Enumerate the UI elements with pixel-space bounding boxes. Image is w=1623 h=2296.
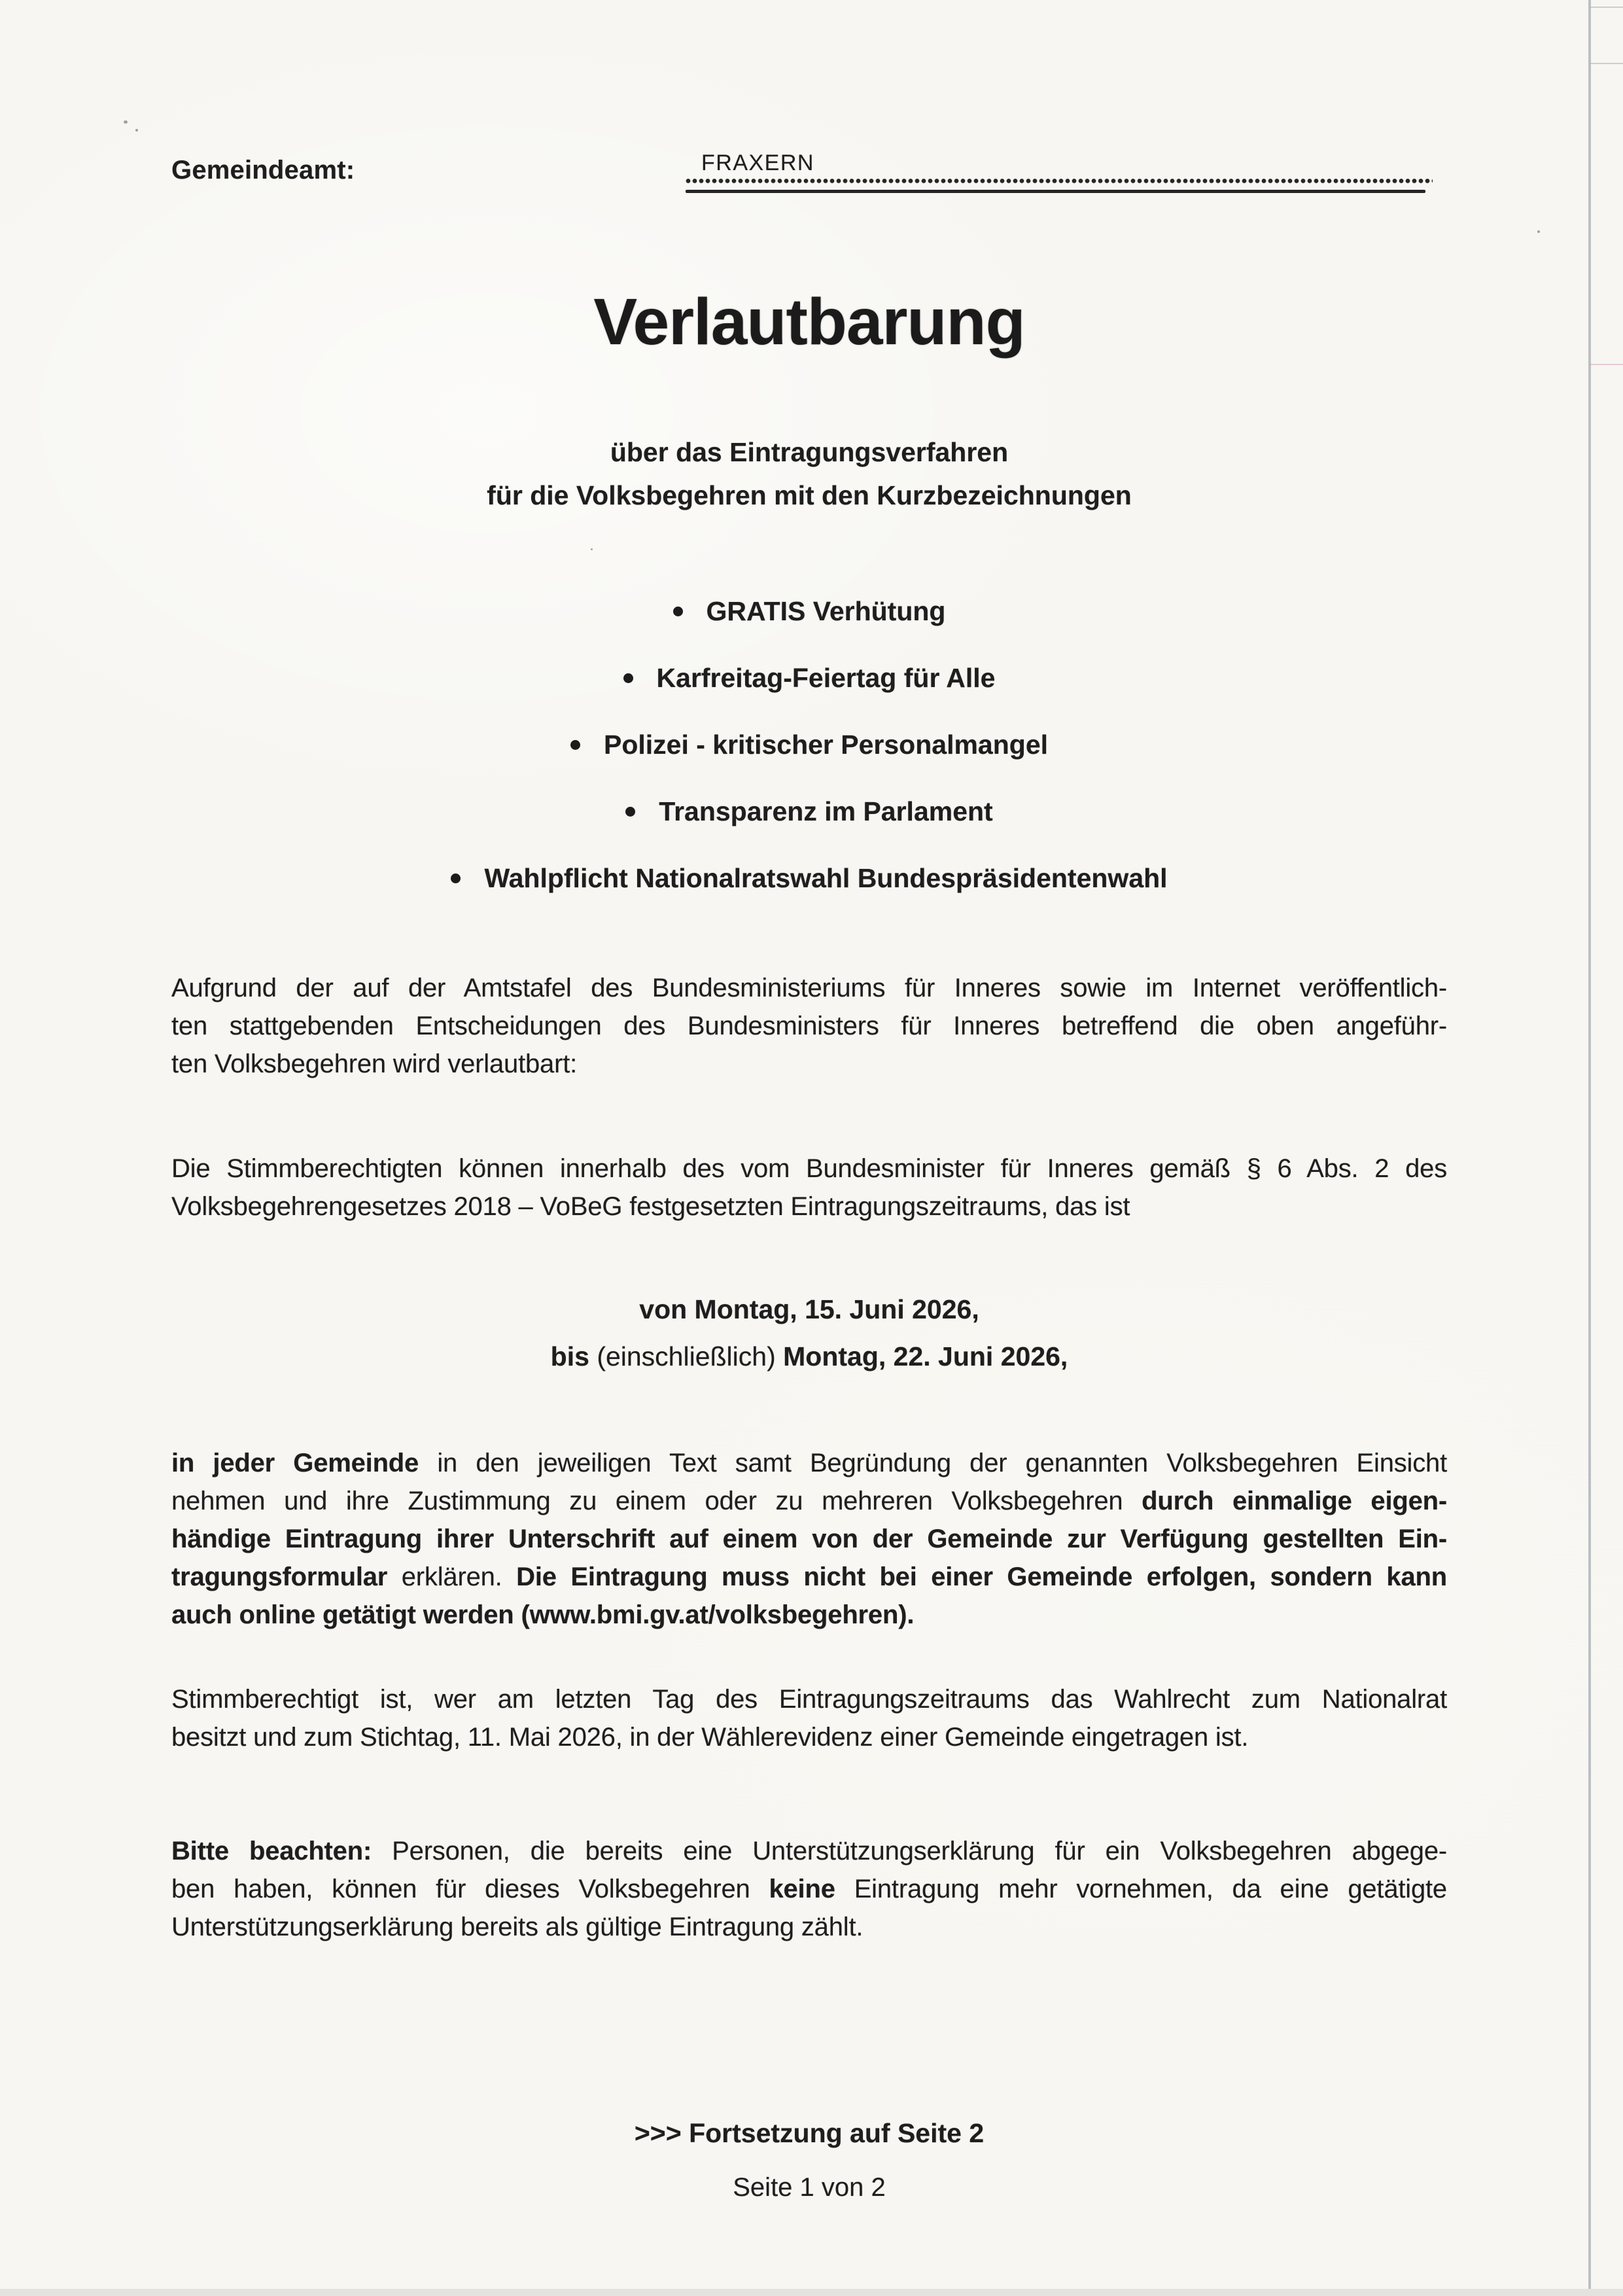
- text-segment: ten stattgebenden Entscheidungen des Bundesministers für Inneres betreffend die oben angeführ-: [171, 1012, 1447, 1040]
- scan-speck: [124, 120, 128, 124]
- page-number: Seite 1 von 2: [733, 2173, 886, 2202]
- text-segment: Stimmberechtigt ist, wer am letzten Tag des Eintragungszeitraums das Wahlrecht zum Nationalrat: [171, 1685, 1447, 1714]
- document-title: Verlautbarung: [593, 285, 1025, 359]
- text-segment: in den jeweiligen Text samt Begründung der genannten Volksbegehren Einsicht: [419, 1449, 1447, 1477]
- text-line: [171, 1007, 1447, 1045]
- text-segment: ben haben, können für dieses Volksbegehren: [171, 1875, 769, 1903]
- scan-speck: [135, 129, 138, 132]
- bold-text-segment: Die Eintragung muss nicht bei einer Gemeinde erfolgen, sondern kann: [516, 1563, 1447, 1591]
- bullet-item: [171, 578, 1447, 645]
- continuation-note: >>> Fortsetzung auf Seite 2: [634, 2118, 985, 2148]
- text-line: [171, 1680, 1447, 1718]
- bullet-label: Polizei - kritischer Personalmangel: [603, 729, 1049, 760]
- text-segment: Eintragung mehr vornehmen, da eine getätigte: [835, 1875, 1447, 1903]
- text-line: [171, 1333, 1447, 1380]
- registration-period-dates: [171, 1286, 1447, 1380]
- bullet-label: Wahlpflicht Nationalratswahl Bundespräsidentenwahl: [484, 862, 1168, 893]
- scan-bottom-edge: [0, 2289, 1623, 2296]
- bold-text-segment: Montag, 22. Juni 2026,: [775, 1341, 1068, 1371]
- scan-hairline: [1590, 63, 1623, 64]
- bullet-dot-icon: [570, 740, 580, 750]
- text-segment: Die Stimmberechtigten können innerhalb des vom Bundesminister für Inneres gemäß § 6 Abs. 2 des: [171, 1154, 1447, 1183]
- text-line: [171, 431, 1447, 474]
- bold-text-segment: händige Eintragung ihrer Unterschrift auf einem von der Gemeinde zur Verfügung gestellten Ein-: [171, 1525, 1447, 1553]
- text-line: [171, 1558, 1447, 1596]
- text-line: [171, 1286, 1447, 1333]
- text-line: [171, 1870, 1447, 1908]
- text-segment: erklären.: [387, 1563, 517, 1591]
- bullet-label: Transparenz im Parlament: [659, 796, 993, 826]
- text-line: [171, 474, 1447, 517]
- text-line: [171, 969, 1447, 1007]
- bullet-label: Karfreitag-Feiertag für Alle: [656, 662, 996, 693]
- volksbegehren-bullet-list: [171, 578, 1447, 911]
- text-segment: (einschließlich): [597, 1341, 776, 1371]
- text-line: [171, 1520, 1447, 1558]
- paragraph-eintragung: [171, 1444, 1447, 1634]
- bold-text-segment: Bitte beachten:: [171, 1837, 372, 1865]
- bold-text-segment: auch online getätigt werden (www.bmi.gv.at/volksbegehren).: [171, 1600, 915, 1629]
- office-name-fill-in: [686, 150, 1433, 193]
- text-line: [171, 1832, 1447, 1870]
- text-line: [171, 1150, 1447, 1188]
- subtitle: [171, 431, 1447, 517]
- text-segment: Aufgrund der auf der Amtstafel des Bundesministeriums für Inneres sowie im Internet veröffentlich-: [171, 974, 1447, 1002]
- text-line: [171, 1444, 1447, 1482]
- bold-text-segment: durch einmalige eigen-: [1142, 1487, 1447, 1515]
- text-segment: nehmen und ihre Zustimmung zu einem oder zu mehreren Volksbegehren: [171, 1487, 1142, 1515]
- scan-hairline: [1590, 7, 1623, 8]
- text-segment: Personen, die bereits eine Unterstützungserklärung für ein Volksbegehren abgege-: [372, 1837, 1447, 1865]
- bold-text-segment: in jeder Gemeinde: [171, 1449, 419, 1477]
- page-edge-line: [1588, 0, 1591, 2296]
- text-line: [171, 1718, 1447, 1756]
- bullet-dot-icon: [451, 874, 461, 883]
- text-segment: ten Volksbegehren wird verlautbart:: [171, 1050, 578, 1078]
- office-name: FRAXERN: [701, 150, 814, 175]
- bold-text-segment: keine: [769, 1875, 835, 1903]
- scan-speck: [591, 548, 593, 550]
- text-segment: besitzt und zum Stichtag, 11. Mai 2026, in der Wählerevidenz einer Gemeinde eingetragen ist.: [171, 1723, 1249, 1752]
- bullet-dot-icon: [625, 807, 635, 817]
- text-segment: über das Eintragungsverfahren: [610, 437, 1009, 467]
- bullet-item: [171, 711, 1447, 778]
- paragraph-hinweis: [171, 1832, 1447, 1946]
- text-segment: für die Volksbegehren mit den Kurzbezeichnungen: [487, 480, 1132, 510]
- text-line: [171, 1908, 1447, 1946]
- underline-rule: [686, 190, 1425, 193]
- paragraph-wahlrecht: [171, 1680, 1447, 1756]
- bold-text-segment: tragungsformular: [171, 1563, 388, 1591]
- text-segment: Volksbegehrengesetzes 2018 – VoBeG festgesetzten Eintragungszeitraums, das ist: [171, 1192, 1130, 1221]
- text-line: [171, 1482, 1447, 1520]
- paragraph-aufgrund: [171, 969, 1447, 1083]
- bullet-dot-icon: [673, 607, 683, 616]
- text-segment: Unterstützungserklärung bereits als gültige Eintragung zählt.: [171, 1913, 864, 1941]
- text-line: [171, 1188, 1447, 1226]
- text-line: [171, 1045, 1447, 1083]
- bold-text-segment: bis: [550, 1341, 597, 1371]
- dotted-fill-line: [686, 178, 1433, 184]
- bullet-item: [171, 645, 1447, 711]
- scan-speck: [1537, 230, 1540, 233]
- municipality-label: Gemeindeamt:: [171, 156, 355, 185]
- bullet-dot-icon: [623, 673, 633, 683]
- bullet-item: [171, 845, 1447, 911]
- paragraph-stimmberechtigte: [171, 1150, 1447, 1226]
- text-line: [171, 1596, 1447, 1634]
- scan-hairline: [1590, 364, 1623, 365]
- bullet-item: [171, 778, 1447, 845]
- bold-text-segment: von Montag, 15. Juni 2026,: [639, 1294, 979, 1324]
- bullet-label: GRATIS Verhütung: [706, 595, 946, 626]
